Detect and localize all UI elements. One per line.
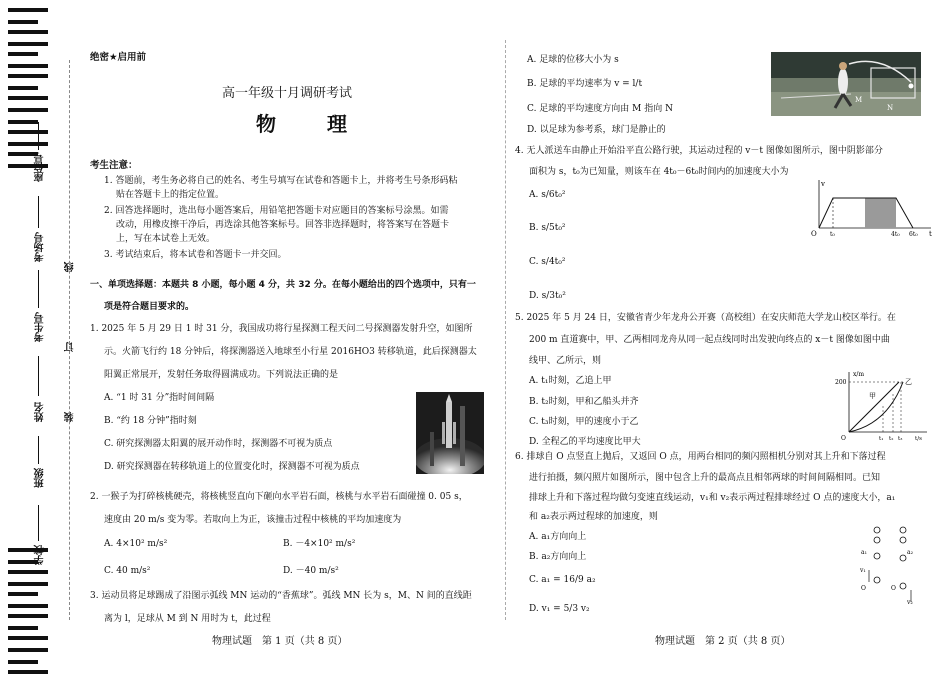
binding-stripe <box>8 108 48 112</box>
xt-x-label: x/m <box>853 371 865 378</box>
seat-line <box>38 122 39 150</box>
rocket-launch-photo <box>416 392 484 474</box>
q5-line-1: 5. 2025 年 5 月 24 日，安徽省青少年龙舟公开赛（高校组）在安庆师范大学龙山校区举行。在 <box>515 313 896 323</box>
vt-origin-label: O <box>811 230 817 238</box>
bind-order-label: 订 <box>65 342 76 352</box>
notice-title: 考生注意： <box>90 160 138 171</box>
xt-t1-label: t₁ <box>879 436 884 442</box>
q3-line-2: 离为 l，足球从 M 到 N 用时为 t，此过程 <box>104 614 271 624</box>
q5-option-a: A. t₁时刻，乙追上甲 <box>529 376 612 386</box>
room-label: 考场号 <box>35 232 46 262</box>
q4-option-b: B. s/5t₀² <box>529 223 566 233</box>
q4-line-2: 面积为 s，t₀为已知量，则该车在 4t₀－6t₀时间内的加速度大小为 <box>529 167 789 177</box>
ball-down-2 <box>900 537 906 543</box>
exam-no-line <box>38 270 39 308</box>
ball-v2-label: v₂ <box>907 599 913 606</box>
q3-line-1: 3. 运动员将足球踢成了沿图示弧线 MN 运动的“香蕉球”。弧线 MN 长为 s，M、N 间的直线距 <box>90 591 472 601</box>
page-2 <box>515 0 935 688</box>
binding-stripe <box>8 120 38 124</box>
binding-stripe <box>8 570 48 574</box>
binding-stripe <box>8 626 38 630</box>
secret-label: 绝密★启用前 <box>90 52 147 63</box>
xt-200-label: 200 <box>835 379 847 386</box>
vt-graph <box>803 176 937 238</box>
xt-t3-label: t₃ <box>898 436 903 442</box>
subject-title: 物 理 <box>256 112 369 136</box>
q6-line-1: 6. 排球自 O 点竖直上抛后，又返回 O 点，用两台相同的频闪照相机分别对其上升和下落过程 <box>515 452 886 462</box>
ball-strobe-figure <box>859 524 915 606</box>
binding-stripe <box>8 660 38 664</box>
q1-option-c: C. 研究探测器太阳翼的展开动作时，探测器不可视为质点 <box>104 439 333 449</box>
q2-line-1: 2. 一猴子为打碎核桃硬壳，将核桃竖直向下砸向水平岩石面，核桃与水平岩石面碰撞 0. 05 s， <box>90 492 468 502</box>
svg-text:M: M <box>855 96 863 104</box>
ball-down-1 <box>900 527 906 533</box>
notice-2c: 上，写在本试卷上无效。 <box>116 234 216 244</box>
q1-line-3: 阳翼正常展开，发射任务取得圆满成功。下列说法正确的是 <box>104 370 339 380</box>
xt-origin-label: O <box>841 435 846 442</box>
vt-shaded-area <box>865 198 896 228</box>
xt-curve-jia <box>849 382 899 432</box>
school-label: 学校 <box>35 545 46 565</box>
ball-a2-label: a₂ <box>907 549 913 556</box>
page-2-footer: 物理试题 第 2 页（共 8 页） <box>655 636 791 647</box>
q4-option-c: C. s/4t₀² <box>529 257 566 267</box>
q5-line-3: 线甲、乙所示，则 <box>529 356 602 366</box>
binding-stripe <box>8 636 48 640</box>
page-divider <box>505 40 507 620</box>
q4-option-d: D. s/3t₀² <box>529 291 566 301</box>
q5-line-2: 200 m 直道赛中，甲、乙两相同龙舟从同一起点线同时出发驶向终点的 x－t 图像如图中曲 <box>529 335 890 345</box>
svg-text:N: N <box>887 104 894 112</box>
ball-down-3 <box>900 555 906 561</box>
xt-graph <box>833 368 933 442</box>
binding-stripe <box>8 614 48 618</box>
school-line <box>38 505 39 541</box>
name-label: 姓名 <box>35 402 46 422</box>
name-line <box>38 356 39 396</box>
q2-option-b: B. －4×10² m/s² <box>283 539 356 549</box>
q4-option-a: A. s/6t₀² <box>529 190 566 200</box>
vt-t-label: t <box>929 230 932 238</box>
q3-option-a: A. 足球的位移大小为 s <box>527 55 619 65</box>
binding-dash-line <box>69 60 71 620</box>
notice-2a: 2. 回答选择题时，选出每小题答案后，用铅笔把答题卡对应题目的答案标号涂黑。如需 <box>104 206 449 216</box>
xt-t2-label: t₂ <box>889 436 894 442</box>
q6-line-4: 和 a₂表示两过程球的加速度，则 <box>529 512 658 522</box>
ball-o2-label: O <box>891 585 896 592</box>
binding-stripe <box>8 86 38 90</box>
exam-title: 高一年级十月调研考试 <box>222 86 353 101</box>
class-line <box>38 436 39 464</box>
q1-line-1: 1. 2025 年 5 月 29 日 1 时 31 分，我国成功将行星探测工程天问二号探测器发射升空，如图所 <box>90 324 473 334</box>
vt-v-label: v <box>821 180 825 188</box>
notice-1b: 贴在答题卡上的指定位置。 <box>116 190 225 200</box>
q1-option-d: D. 研究探测器在转移轨道上的位置变化时，探测器不可视为质点 <box>104 462 360 472</box>
vt-4t0-label: 4t₀ <box>891 231 900 238</box>
q4-line-1: 4. 无人派送车由静止开始沿平直公路行驶，其运动过程的 v－t 图像如图所示，图中阴影部分 <box>515 146 883 156</box>
q6-option-b: B. a₂方向向上 <box>529 552 587 562</box>
binding-stripe <box>8 142 48 146</box>
bind-bind-label: 装 <box>65 412 76 422</box>
q6-option-a: A. a₁方向向上 <box>529 532 587 542</box>
q1-option-a: A. “1 时 31 分”指时间间隔 <box>104 393 215 403</box>
binding-stripe <box>8 42 48 46</box>
binding-stripe <box>8 74 48 78</box>
q3-option-c: C. 足球的平均速度方向由 M 指向 N <box>527 104 673 114</box>
bind-line-label: 线 <box>65 262 76 272</box>
q5-option-c: C. t₃时刻，甲的速度小于乙 <box>529 417 639 427</box>
ball-o1-label: O <box>861 585 866 592</box>
q6-option-c: C. a₁ = 16/9 a₂ <box>529 575 596 585</box>
xt-jia-label: 甲 <box>869 392 876 400</box>
room-line <box>38 196 39 228</box>
binding-stripe <box>8 8 48 12</box>
binding-stripes <box>8 8 48 680</box>
section-heading-1: 一、单项选择题：本题共 8 小题，每小题 4 分，共 32 分。在每小题给出的四个选项中，只有一 <box>90 280 476 290</box>
q5-option-b: B. t₂时刻，甲和乙船头并齐 <box>529 397 639 407</box>
page-1-footer: 物理试题 第 1 页（共 8 页） <box>212 636 348 647</box>
ball-a1-label: a₁ <box>861 549 867 556</box>
notice-1a: 1. 答题前，考生务必将自己的姓名、考生号填写在试卷和答题卡上，并将考生号条形码粘 <box>104 176 458 186</box>
q6-line-2: 进行拍摄，频闪照片如图所示，图中包含上升的最高点且相邻两球的时间间隔相同。已知 <box>529 473 881 483</box>
q2-option-d: D. －40 m/s² <box>283 566 339 576</box>
binding-stripe <box>8 592 38 596</box>
q2-option-a: A. 4×10² m/s² <box>104 539 168 549</box>
class-label: 班级 <box>35 468 46 488</box>
q1-line-2: 示。火箭飞行约 18 分钟后，将探测器送入地球至小行星 2016HO3 转移轨道，此后探测器太 <box>104 347 477 357</box>
seat-label: 座位号 <box>35 152 46 182</box>
vt-t0-label: t₀ <box>830 231 835 238</box>
binding-stripe <box>8 96 48 100</box>
vt-6t0-label: 6t₀ <box>909 231 918 238</box>
q2-line-2: 速度由 20 m/s 变为零。若取向上为正，该撞击过程中核桃的平均加速度为 <box>104 515 402 525</box>
exam-no-label: 考生号 <box>35 312 46 342</box>
football-kick-photo <box>771 52 921 116</box>
notice-2b: 改动，用橡皮擦干净后，再选涂其他答案标号。回答非选择题时，将答案写在答题卡 <box>116 220 450 230</box>
ball-up-2 <box>874 537 880 543</box>
q1-option-b: B. “约 18 分钟”指时刻 <box>104 416 197 426</box>
ball-down-4 <box>900 583 906 589</box>
binding-stripe <box>8 52 38 56</box>
xt-yi-label: 乙 <box>905 378 912 386</box>
q3-option-d: D. 以足球为参考系，球门是静止的 <box>527 125 666 135</box>
section-heading-2: 项是符合题目要求的。 <box>104 302 195 312</box>
binding-column <box>35 0 95 688</box>
binding-stripe <box>8 670 48 674</box>
q3-option-b: B. 足球的平均速率为 v = l/t <box>527 79 643 89</box>
ball-up-3 <box>874 553 880 559</box>
ball-up-4 <box>874 577 880 583</box>
binding-stripe <box>8 130 48 134</box>
q5-option-d: D. 全程乙的平均速度比甲大 <box>529 437 641 447</box>
ball-v1-label: v₁ <box>860 567 866 574</box>
notice-3: 3. 考试结束后，将本试卷和答题卡一并交回。 <box>104 250 287 260</box>
xt-ts-label: t/s <box>915 436 922 442</box>
page-1 <box>90 0 495 688</box>
q6-line-3: 排球上升和下落过程均做匀变速直线运动，v₁和 v₂表示两过程排球经过 O 点的速度大小，a₁ <box>529 493 896 503</box>
ball-strobe-balls <box>874 527 906 589</box>
binding-stripe <box>8 20 38 24</box>
q2-option-c: C. 40 m/s² <box>104 566 151 576</box>
binding-stripe <box>8 648 48 652</box>
binding-stripe <box>8 582 48 586</box>
ball-up-1 <box>874 527 880 533</box>
q6-option-d: D. v₁ = 5/3 v₂ <box>529 604 590 614</box>
binding-stripe <box>8 604 48 608</box>
binding-stripe <box>8 64 48 68</box>
binding-stripe <box>8 30 48 34</box>
